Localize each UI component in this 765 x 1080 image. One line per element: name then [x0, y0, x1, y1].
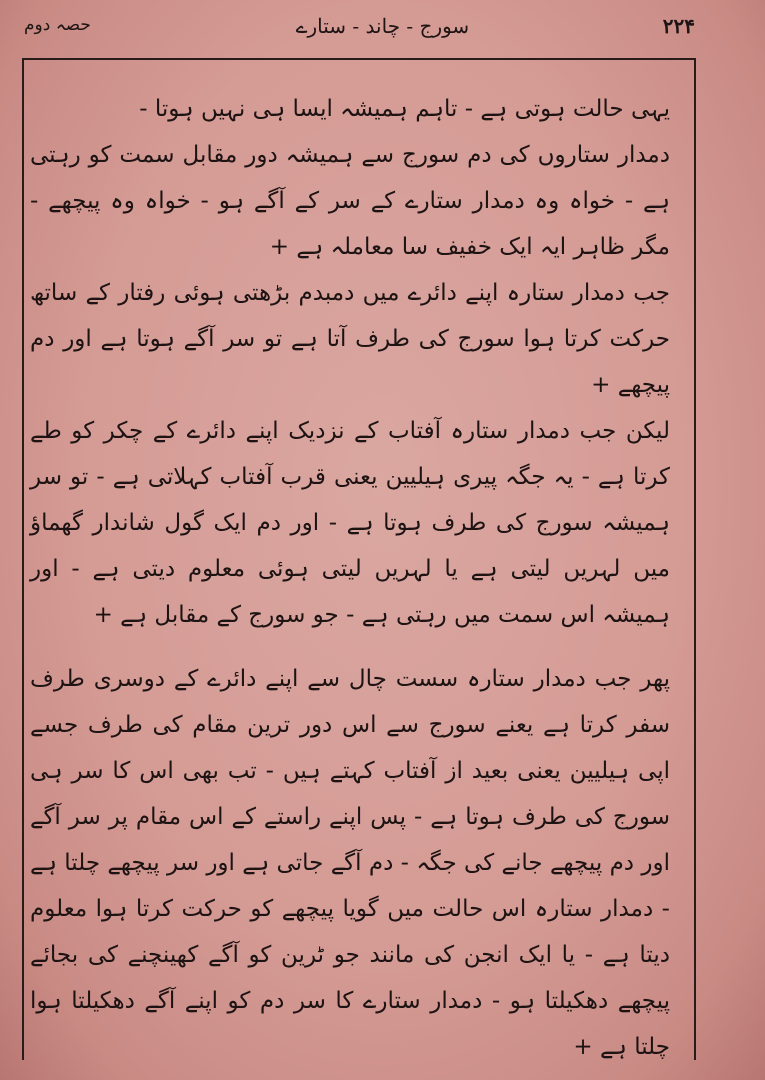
section-label: حصہ دوم [24, 15, 91, 35]
running-title: سورج - چاند - ستارے [295, 14, 470, 38]
body-text [30, 86, 670, 1070]
paragraph: جب دمدار ستارہ اپنے دائرے میں دمبدم بڑھتی ہوئی رفتار کے ساتھ حرکت کرتا ہوا سورج کی طرف آتا ہے تو سر آگے ہوتا ہے اور دم پیچھے + [30, 280, 670, 398]
paragraph: پھر جب دمدار ستارہ سست چال سے اپنے دائرے کے دوسری طرف سفر کرتا ہے یعنے سورج سے اس دور ترین مقام کی طرف جسے اپی ہیلیین یعنی بعید از آفتاب کہتے ہیں - تب بھی اس کا سر ہی سورج کی طرف ہوتا ہے - پس اپنے راستے کے اس مقام پر سر آگے اور دم پیچھے جانے کی جگہ - دم آگے جاتی ہے اور سر پیچھے چلتا ہے - دمدار ستارہ اس حالت میں گویا پیچھے کو حرکت کرتا ہوا معلوم دیتا ہے - یا ایک انجن کی مانند جو ٹرین کو آگے کھینچنے کی بجائے پیچھے دھکیلتا ہو - دمدار ستارے کا سر دم کو اپنے آگے دھکیلتا ہوا چلتا ہے + [30, 666, 670, 1060]
paragraph: دمدار ستاروں کی دم سورج سے ہمیشہ دور مقابل سمت کو رہتی ہے - خواہ وہ دمدار ستارے کے سر کے آگے ہو - خواہ وہ پیچھے - مگر ظاہر ایہ ایک خفیف سا معاملہ ہے + [30, 142, 670, 260]
paragraph: یہی حالت ہوتی ہے - تاہم ہمیشہ ایسا ہی نہیں ہوتا - [139, 96, 670, 122]
paragraph-gap [30, 638, 670, 656]
page-header [0, 8, 765, 48]
paragraph: لیکن جب دمدار ستارہ آفتاب کے نزدیک اپنے دائرے کے چکر کو طے کرتا ہے - یہ جگہ پیری ہیلیین یعنی قرب آفتاب کہلاتی ہے - تو سر ہمیشہ سورج کی طرف ہوتا ہے - اور دم ایک گول شاندار گھماؤ میں لہریں لیتی ہے یا لہریں لیتی ہوئی معلوم دیتی ہے - اور ہمیشہ اس سمت میں رہتی ہے - جو سورج کے مقابل ہے + [30, 418, 670, 628]
page-number: ۲۲۴ [662, 14, 695, 38]
